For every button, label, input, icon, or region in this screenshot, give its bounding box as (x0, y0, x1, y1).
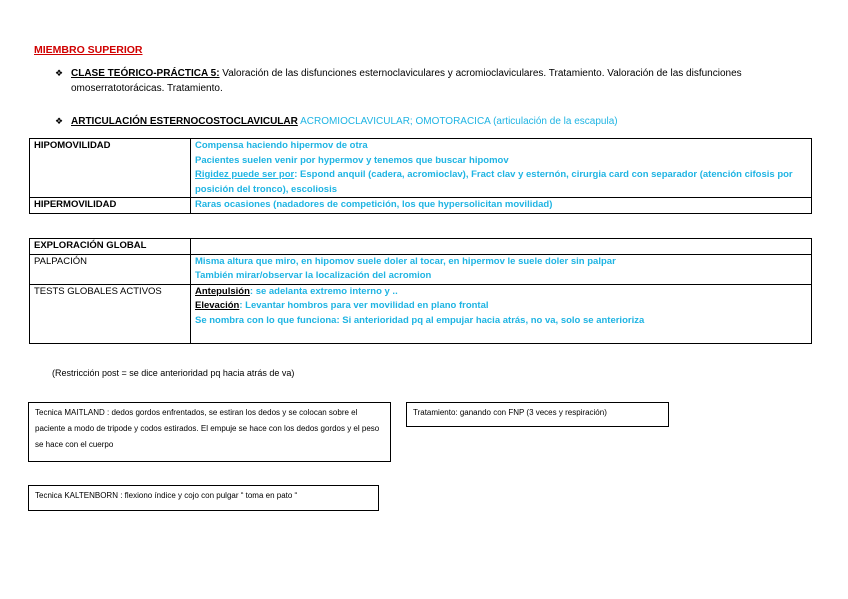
hipomovilidad-label: HIPOMOVILIDAD (30, 139, 191, 198)
kaltenborn-box: Tecnica KALTENBORN : flexiono índice y cojo con pulgar “ toma en pato “ (28, 485, 379, 511)
exploracion-header-empty (191, 239, 812, 255)
elevacion-text: : Levantar hombros para ver movilidad en plano frontal (239, 300, 489, 311)
antepulsion-label: Antepulsión (195, 285, 250, 297)
palp-line-2: También mirar/observar la localización del acromion (195, 270, 432, 281)
tests-cell (191, 284, 812, 343)
bullet-clase-heading: CLASE TEÓRICO-PRÁCTICA 5: (71, 68, 220, 79)
table-row (30, 254, 812, 284)
page-title: MIEMBRO SUPERIOR (34, 44, 143, 56)
restriccion-note: (Restricción post = se dice anterioridad pq hacia atrás de va) (52, 368, 295, 378)
hipo-rigidez-text: : Espond anquil (cadera, acromioclav), Fract clav y esternón, cirurgia card con separador (atención cifosis por posición del tronco), escoliosis (195, 169, 793, 195)
tests-line-3: Se nombra con lo que funciona: Si anterioridad pq al empujar hacia atrás, no va, solo se anterioriza (195, 314, 645, 326)
hipo-rigidez-label: Rigidez puede ser por (195, 169, 295, 180)
table-row (30, 284, 812, 343)
movilidad-table (29, 138, 812, 214)
palpacion-label: PALPACIÓN (30, 254, 191, 284)
bullet-clase (55, 66, 811, 96)
palpacion-cell (191, 254, 812, 284)
antepulsion-text: : se adelanta extremo interno y .. (249, 285, 398, 297)
diamond-bullet-icon: ❖ (55, 116, 64, 126)
hipo-line-2: Pacientes suelen venir por hypermov y tenemos que buscar hipomov (195, 154, 509, 166)
bullet-articulacion-heading: ARTICULACIÓN ESTERNOCOSTOCLAVICULAR (71, 116, 298, 127)
table-row (30, 239, 812, 255)
hipomovilidad-cell (191, 139, 812, 198)
elevacion-label: Elevación (195, 300, 240, 311)
hipermovilidad-text: Raras ocasiones (nadadores de competición, los que hypersolicitan movilidad) (191, 198, 812, 214)
hipo-rigidez (195, 168, 807, 197)
maitland-box: Tecnica MAITLAND : dedos gordos enfrentados, se estiran los dedos y se colocan sobre el paciente a modo de tripode y codos estirados. El empuje se hace con los dedos gordos y el peso se hace con el cuerpo (28, 402, 391, 462)
antepulsion-line (195, 285, 807, 300)
diamond-bullet-icon: ❖ (55, 68, 64, 78)
table-row (30, 139, 812, 198)
hipo-line-1: Compensa haciendo hipermov de otra (195, 140, 368, 151)
table-row (30, 198, 812, 214)
exploracion-header: EXPLORACIÓN GLOBAL (30, 239, 191, 255)
palp-line-1: Misma altura que miro, en hipomov suele doler al tocar, en hipermov le suele doler sin palpar (195, 255, 616, 267)
bullet-articulacion (55, 114, 811, 129)
tratamiento-box: Tratamiento: ganando con FNP (3 veces y respiración) (406, 402, 669, 427)
hipermovilidad-label: HIPERMOVILIDAD (30, 198, 191, 214)
bullet-clase-text: Valoración de las disfunciones esternoclaviculares y acromioclaviculares. Tratamiento. Valoración de las disfunciones (219, 68, 742, 79)
bullet-clase-text-2: omoserratotorácicas. Tratamiento. (71, 83, 223, 94)
exploracion-table (29, 238, 812, 344)
elevacion-line (195, 299, 807, 314)
bullet-articulacion-extra: ACROMIOCLAVICULAR; OMOTORACICA (articulación de la escapula) (297, 116, 618, 127)
tests-label: TESTS GLOBALES ACTIVOS (30, 284, 191, 343)
